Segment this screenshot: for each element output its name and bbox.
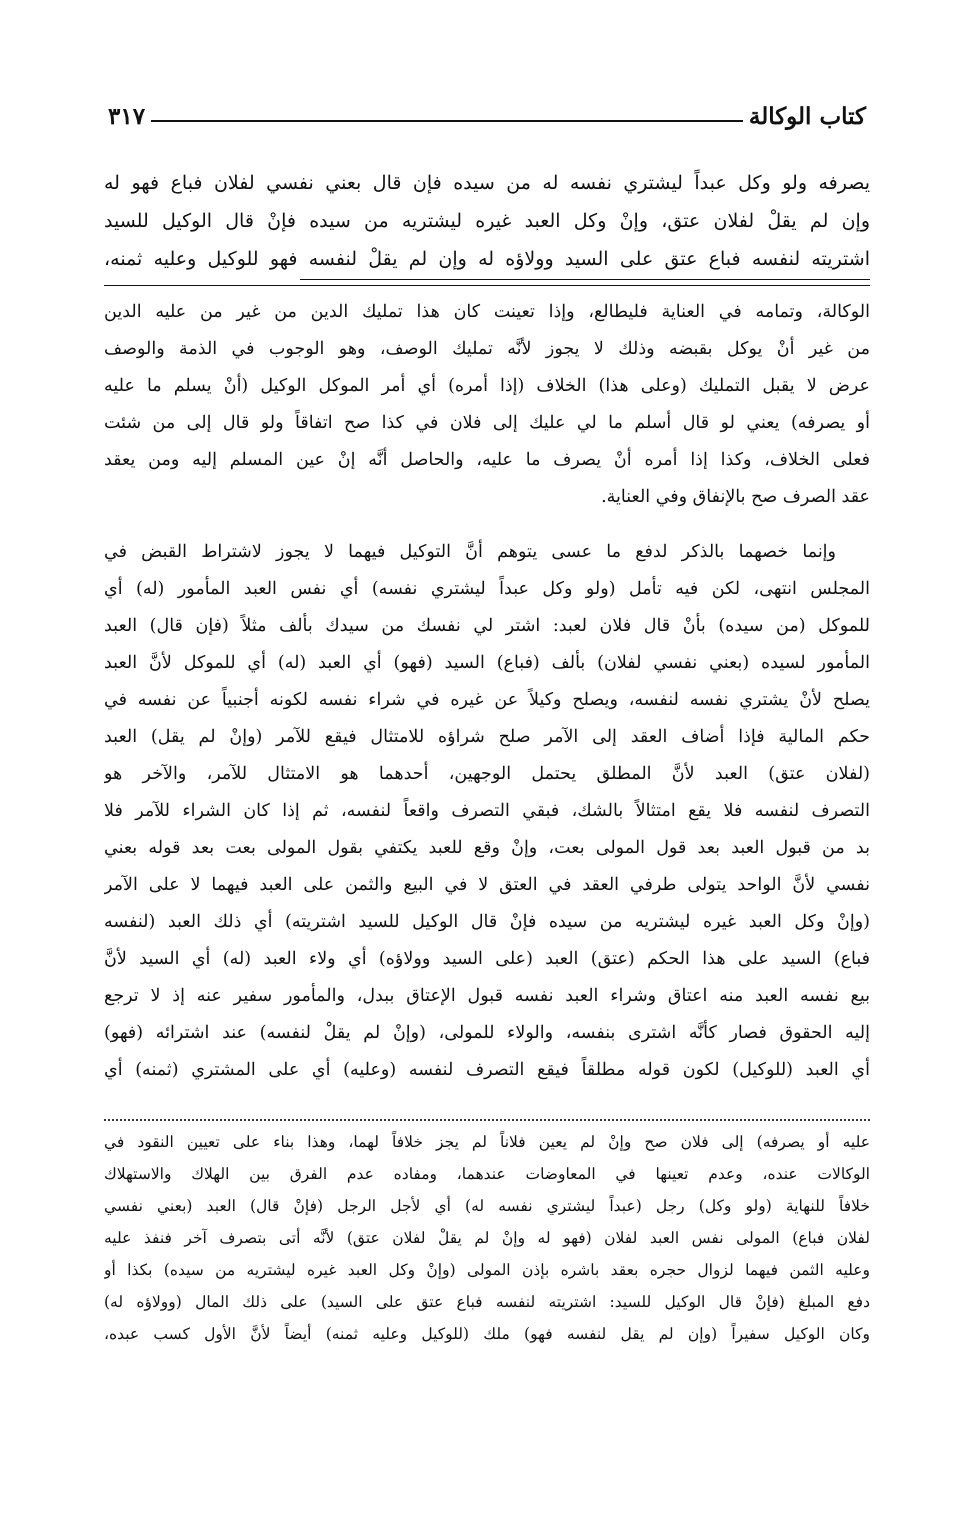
footnote-line: وكان الوكيل سفيراً (وإن لم يقل لنفسه فهو) ملك (للوكيل وعليه ثمنه) أيضاً لأنَّ الأول كسب عبده، <box>104 1325 870 1343</box>
footnote-section <box>104 1126 870 1350</box>
footnote-line: وعليه الثمن فيهما لزوال حجره بعقد باشره بإذن المولى (وإنْ وكل العبد غيره ليشتريه من سيده) بكذا أو <box>104 1261 870 1279</box>
footnote-line: لفلان فباع) المولى نفس العبد لفلان (فهو له وإنْ لم يقلْ لفلان عتق) لأنَّه أتى بتصرف آخر فنفذ عليه <box>104 1229 870 1247</box>
commentary-line: من غير أنْ يوكل بقبضه وذلك لا يجوز لأنَّه تمليك الوصف، وهو الوجوب في الذمة والوصف <box>104 339 870 359</box>
commentary-line: بد من قبول العبد بعد قول المولى بعت، وإنْ وقع للعبد يكتفي بقول المولى بعت بعد قوله بعني <box>104 838 870 858</box>
matn-line: يصرفه ولو وكل عبداً ليشتري نفسه له من سيده فإن قال بعني نفسي لفلان فباع فهو له <box>104 172 870 194</box>
commentary-line: نفسي لأنَّ الواحد يتولى طرفي العقد في العتق لا في البيع والثمن على العبد فيهما لا على الآمر <box>104 875 870 895</box>
commentary-line: فباع) السيد على هذا الحكم (عتق) العبد (على السيد وولاؤه) أي ولاء العبد (له) أي السيد لأنَّ <box>104 949 870 969</box>
footnote-line: دفع المبلغ (فإنْ قال الوكيل للسيد: اشتريته لنفسه فباع عتق على السيد) على ذلك المال (وولاؤه له) <box>104 1293 870 1311</box>
commentary-line: المأمور لسيده (بعني نفسي لفلان) بألف (فباع) السيد (فهو) أي العبد (له) أي للموكل لأنَّ العبد <box>104 653 870 673</box>
footnote-line: خلافاً للنهاية (ولو وكل) رجل (عبداً ليشتري نفسه له) أي لأجل الرجل (فإنْ قال) العبد (بعني نفسي <box>104 1197 870 1215</box>
commentary-section-2 <box>104 534 870 1089</box>
page-number: ٣١٧ <box>108 103 146 130</box>
commentary-line: فعلى الخلاف، وكذا إذا أمره أنْ يصرف ما عليه، والحاصل أنَّه إنْ عين المسلم إليه ومن يعقد <box>104 450 870 470</box>
commentary-line: إليه الحقوق فصار كأنَّه اشترى بنفسه، والولاء للمولى، (وإنْ لم يقلْ لنفسه) عند اشترائه (فهو) <box>104 1023 870 1043</box>
commentary-line: أي العبد (للوكيل) لكون قوله مطلقاً فيقع التصرف لنفسه (وعليه) أي على المشتري (ثمنه) أي <box>104 1060 870 1080</box>
matn-line: وإن لم يقلْ لفلان عتق، وإنْ وكل العبد غيره ليشتريه من سيده فإنْ قال الوكيل للسيد <box>104 210 870 232</box>
commentary-line: المجلس انتهى، لكن فيه تأمل (ولو وكل عبداً ليشتري نفسه) أي نفس العبد المأمور (له) أي <box>104 579 870 599</box>
dotted-separator <box>104 1119 870 1121</box>
commentary-line: الوكالة، وتمامه في العناية فليطالع، وإذا تعينت كان هذا تمليك الدين من غير من عليه الدين <box>104 302 870 322</box>
footnote-line: عليه أو يصرفه) إلى فلان صح وإنْ لم يعين فلاناً لم يجز خلافاً لهما، وهذا بناء على تعيين النقود في <box>104 1133 870 1151</box>
footnote-line: الوكالات عنده، وعدم تعينها في المعاوضات عندهما، ومفاده عدم الفرق بين الهلاك والاستهلاك <box>104 1165 870 1183</box>
commentary-line: عقد الصرف صح بالإنفاق وفي العناية. <box>601 487 870 507</box>
matn-underline <box>300 279 870 280</box>
commentary-line: حكم المالية فإذا أضاف العقد إلى الآمر صلح شراؤه للامتثال فيقع للآمر (وإنْ لم يقل) العبد <box>104 727 870 747</box>
running-header <box>108 96 866 130</box>
matn-line: اشتريته لنفسه فباع عتق على السيد وولاؤه له وإن لم يقلْ لنفسه فهو للوكيل وعليه ثمنه، <box>104 248 870 270</box>
commentary-line: التصرف لنفسه فلا يقع امتثالاً بالشك، فبقي التصرف واقعاً لنفسه، ثم إذا كان الشراء للآمر فلا <box>104 801 870 821</box>
commentary-line: بيع نفسه العبد منه اعتاق وشراء العبد نفسه قبول الإعتاق ببدل، والمأمور سفير عنه إذ لا ترجع <box>104 986 870 1006</box>
commentary-section-1 <box>104 294 870 516</box>
commentary-line: وإنما خصهما بالذكر لدفع ما عسى يتوهم أنَّ التوكيل فيهما لا يجوز لاشتراط القبض في <box>104 542 836 562</box>
commentary-line: للموكل (من سيده) بأنْ قال فلان لعبد: اشتر لي نفسك من سيدك بألف مثلاً (فإن قال) العبد <box>104 616 870 636</box>
commentary-line: (لفلان عتق) العبد لأنَّ المطلق يحتمل الوجهين، أحدهما هو الامتثال للآمر، والآخر هو <box>104 764 870 784</box>
matn-text <box>104 164 870 278</box>
commentary-line: (وإنْ وكل العبد غيره ليشتريه من سيده فإنْ قال الوكيل للسيد اشتريته) أي ذلك العبد (لنفسه <box>104 912 870 932</box>
header-rule <box>151 120 743 122</box>
section-separator <box>104 285 870 286</box>
commentary-line: عرض لا يقبل التمليك (وعلى هذا) الخلاف (إذا أمره) أي أمر الموكل الوكيل (أنْ يسلم ما عليه <box>104 376 870 396</box>
commentary-line: أو يصرفه) يعني لو قال أسلم ما لي عليك إلى فلان في كذا صح اتفاقاً ولو قال إلى من شئت <box>104 413 870 433</box>
chapter-title: كتاب الوكالة <box>748 103 866 130</box>
commentary-line: يصلح لأنْ يشتري نفسه لنفسه، ويصلح وكيلاً عن غيره في شراء نفسه لكونه أجنبياً عن نفسه في <box>104 690 870 710</box>
